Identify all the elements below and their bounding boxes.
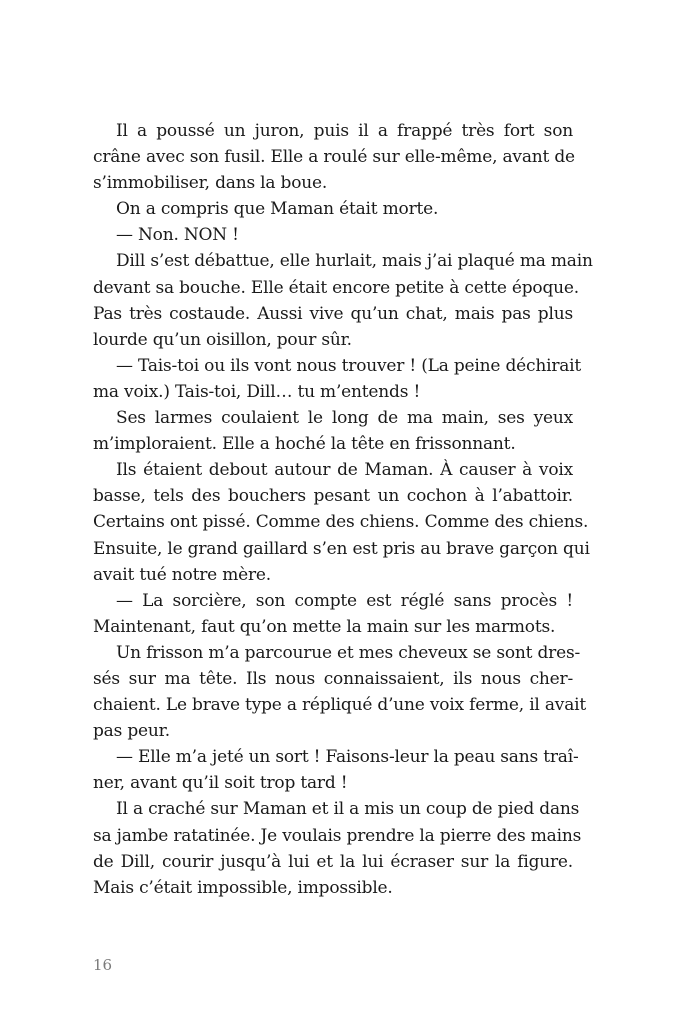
text-line: Dill s’est débattue, elle hurlait, mais j’ai plaqué ma main <box>116 251 593 272</box>
text-line: Il a poussé un juron, puis il a frappé très fort son <box>116 121 573 141</box>
text-line: — Tais-toi ou ils vont nous trouver ! (La peine déchirait <box>116 355 582 376</box>
text-line: m’imploraient. Elle a hoché la tête en frissonnant. <box>93 434 516 455</box>
text-line: crâne avec son fusil. Elle a roulé sur elle-même, avant de <box>93 147 575 168</box>
text-line: s’immobiliser, dans la boue. <box>93 173 328 194</box>
page-number: 16 <box>93 956 113 974</box>
text-line: chaient. Le brave type a répliqué d’une voix ferme, il avait <box>93 695 587 716</box>
text-line: lourde qu’un oisillon, pour sûr. <box>93 329 352 350</box>
text-line: Maintenant, faut qu’on mette la main sur les marmots. <box>93 616 556 637</box>
text-line: On a compris que Maman était morte. <box>116 199 439 220</box>
text-line: Certains ont pissé. Comme des chiens. Comme des chiens. <box>93 512 589 533</box>
text-line: sés sur ma tête. Ils nous connaissaient, ils nous cher- <box>93 668 573 689</box>
text-line: Il a craché sur Maman et il a mis un coup de pied dans <box>116 799 580 820</box>
text-line: Ensuite, le grand gaillard s’en est pris au brave garçon qui <box>93 538 590 559</box>
text-line: — La sorcière, son compte est réglé sans procès ! <box>116 590 573 611</box>
text-line: sa jambe ratatinée. Je voulais prendre la pierre des mains <box>93 825 582 846</box>
text-line: ner, avant qu’il soit trop tard ! <box>93 773 348 794</box>
text-line: basse, tels des bouchers pesant un cochon à l’abattoir. <box>93 486 573 507</box>
text-line: — Non. NON ! <box>116 225 239 246</box>
text-line: Ses larmes coulaient le long de ma main, ses yeux <box>116 408 573 429</box>
text-line: ma voix.) Tais-toi, Dill… tu m’entends ! <box>93 381 421 402</box>
text-line: avait tué notre mère. <box>93 564 271 585</box>
page-body-text <box>93 118 593 901</box>
text-line: Mais c’était impossible, impossible. <box>93 877 393 898</box>
text-line: Un frisson m’a parcourue et mes cheveux se sont dres- <box>116 642 581 663</box>
text-line: — Elle m’a jeté un sort ! Faisons-leur la peau sans traî- <box>116 747 579 768</box>
text-line: de Dill, courir jusqu’à lui et la lui écraser sur la figure. <box>93 851 573 872</box>
text-line: devant sa bouche. Elle était encore petite à cette époque. <box>93 277 579 298</box>
text-line: Pas très costaude. Aussi vive qu’un chat, mais pas plus <box>93 303 573 324</box>
text-line: pas peur. <box>93 721 170 742</box>
text-line: Ils étaient debout autour de Maman. À causer à voix <box>116 460 573 481</box>
